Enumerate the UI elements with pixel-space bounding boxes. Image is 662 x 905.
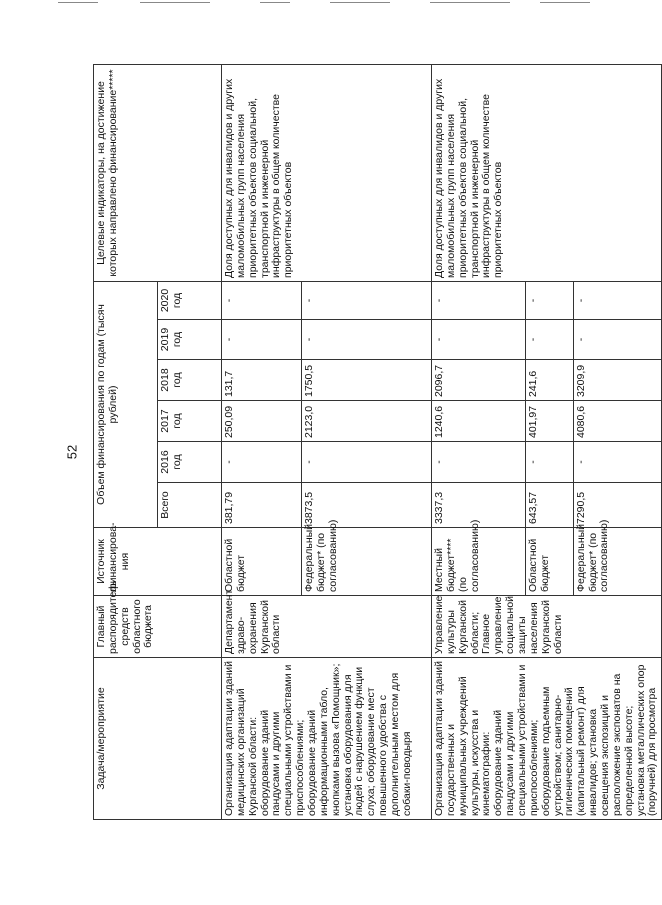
header-year: 2016 год	[158, 442, 222, 483]
source-cell: Местный бюджет**** (по согласованию)	[432, 528, 526, 596]
value-cell: 241,6	[526, 360, 573, 401]
manager-cell: Департамент здраво-охранения Курганской области	[222, 596, 432, 658]
source-cell: Областной бюджет	[526, 528, 573, 596]
value-cell: -	[222, 442, 302, 483]
page-number: 52	[64, 444, 80, 460]
header-row	[94, 64, 158, 819]
header-task: Задача/мероприятие	[94, 658, 222, 820]
scan-artifact-line	[0, 2, 640, 8]
target-cell: Доля доступных для инвалидов и других маломобильных групп населения приоритетных объектов социальной, транспортной и инженерной инфраструктуры в общем количестве приоритетных объектов	[222, 64, 432, 281]
table-row	[432, 64, 526, 819]
value-cell: 1750,5	[302, 360, 432, 401]
value-cell: -	[302, 281, 432, 319]
value-cell: -	[573, 281, 662, 319]
value-cell: 2123,0	[302, 401, 432, 442]
header-manager: Главный распорядитель средств областного бюджета	[94, 596, 222, 658]
total-cell: 643,57	[526, 483, 573, 528]
value-cell: -	[302, 442, 432, 483]
total-cell: 7290,5	[573, 483, 662, 528]
task-cell: Организация адаптации зданий медицинских организаций Курганской области: оборудование зданий пандусами и другими специальными устройствами и приспособлениями; оборудование зданий информационными табло, кнопками вызова «Помощник»; установка оборудования для людей с нарушением функции слуха; оборудование мест повышенного удобства с дополнительным местом для собаки-поводыря	[222, 658, 432, 820]
header-year: 2020 год	[158, 281, 222, 319]
value-cell: -	[222, 281, 302, 319]
value-cell: -	[526, 320, 573, 360]
financing-table	[93, 64, 662, 820]
value-cell: -	[222, 320, 302, 360]
table-row	[222, 64, 302, 819]
value-cell: 3209,9	[573, 360, 662, 401]
rotated-table-page	[93, 65, 659, 820]
source-cell: Областной бюджет	[222, 528, 302, 596]
manager-cell: Управление культуры Курганской области; Главное управление социальной защиты населения Курганской области	[432, 596, 662, 658]
source-cell: Федеральный бюджет* (по согласованию)	[302, 528, 432, 596]
header-target: Целевые индикаторы, на достижение которых направлено финансирование*****	[94, 64, 222, 281]
header-year: 2019 год	[158, 320, 222, 360]
header-volume: Объем финансирования по годам (тысяч рублей)	[94, 281, 158, 527]
value-cell: -	[302, 320, 432, 360]
value-cell: -	[526, 442, 573, 483]
value-cell: 2096,7	[432, 360, 526, 401]
header-year: 2018 год	[158, 360, 222, 401]
header-year: 2017 год	[158, 401, 222, 442]
value-cell: -	[573, 442, 662, 483]
target-cell: Доля доступных для инвалидов и других маломобильных групп населения приоритетных объектов социальной, транспортной и инженерной инфраструктуры в общем количестве приоритетных объектов	[432, 64, 662, 281]
header-source: Источник финансирова-ния	[94, 528, 222, 596]
value-cell: 131,7	[222, 360, 302, 401]
value-cell: 401,97	[526, 401, 573, 442]
header-total: Всего	[158, 483, 222, 528]
total-cell: 3873,5	[302, 483, 432, 528]
value-cell: -	[573, 320, 662, 360]
value-cell: 4080,6	[573, 401, 662, 442]
value-cell: -	[526, 281, 573, 319]
task-cell: Организация адаптации зданий государственных и муниципальных учреждений культуры, искусства и кинематографии: оборудование зданий пандусами и другими специальными устройствами и приспособлениями; оборудование подъемным устройством; санитарно-гигиенических помещений (капитальный ремонт) для инвалидов; установка освещения экспозиций и расположение экспонатов на определенной высоте; установка металлических опор (поручней) для просмотра	[432, 658, 662, 820]
source-cell: Федеральный бюджет* (по согласованию)	[573, 528, 662, 596]
value-cell: -	[432, 281, 526, 319]
value-cell: -	[432, 442, 526, 483]
total-cell: 3337,3	[432, 483, 526, 528]
total-cell: 381,79	[222, 483, 302, 528]
value-cell: 1240,6	[432, 401, 526, 442]
value-cell: 250,09	[222, 401, 302, 442]
value-cell: -	[432, 320, 526, 360]
